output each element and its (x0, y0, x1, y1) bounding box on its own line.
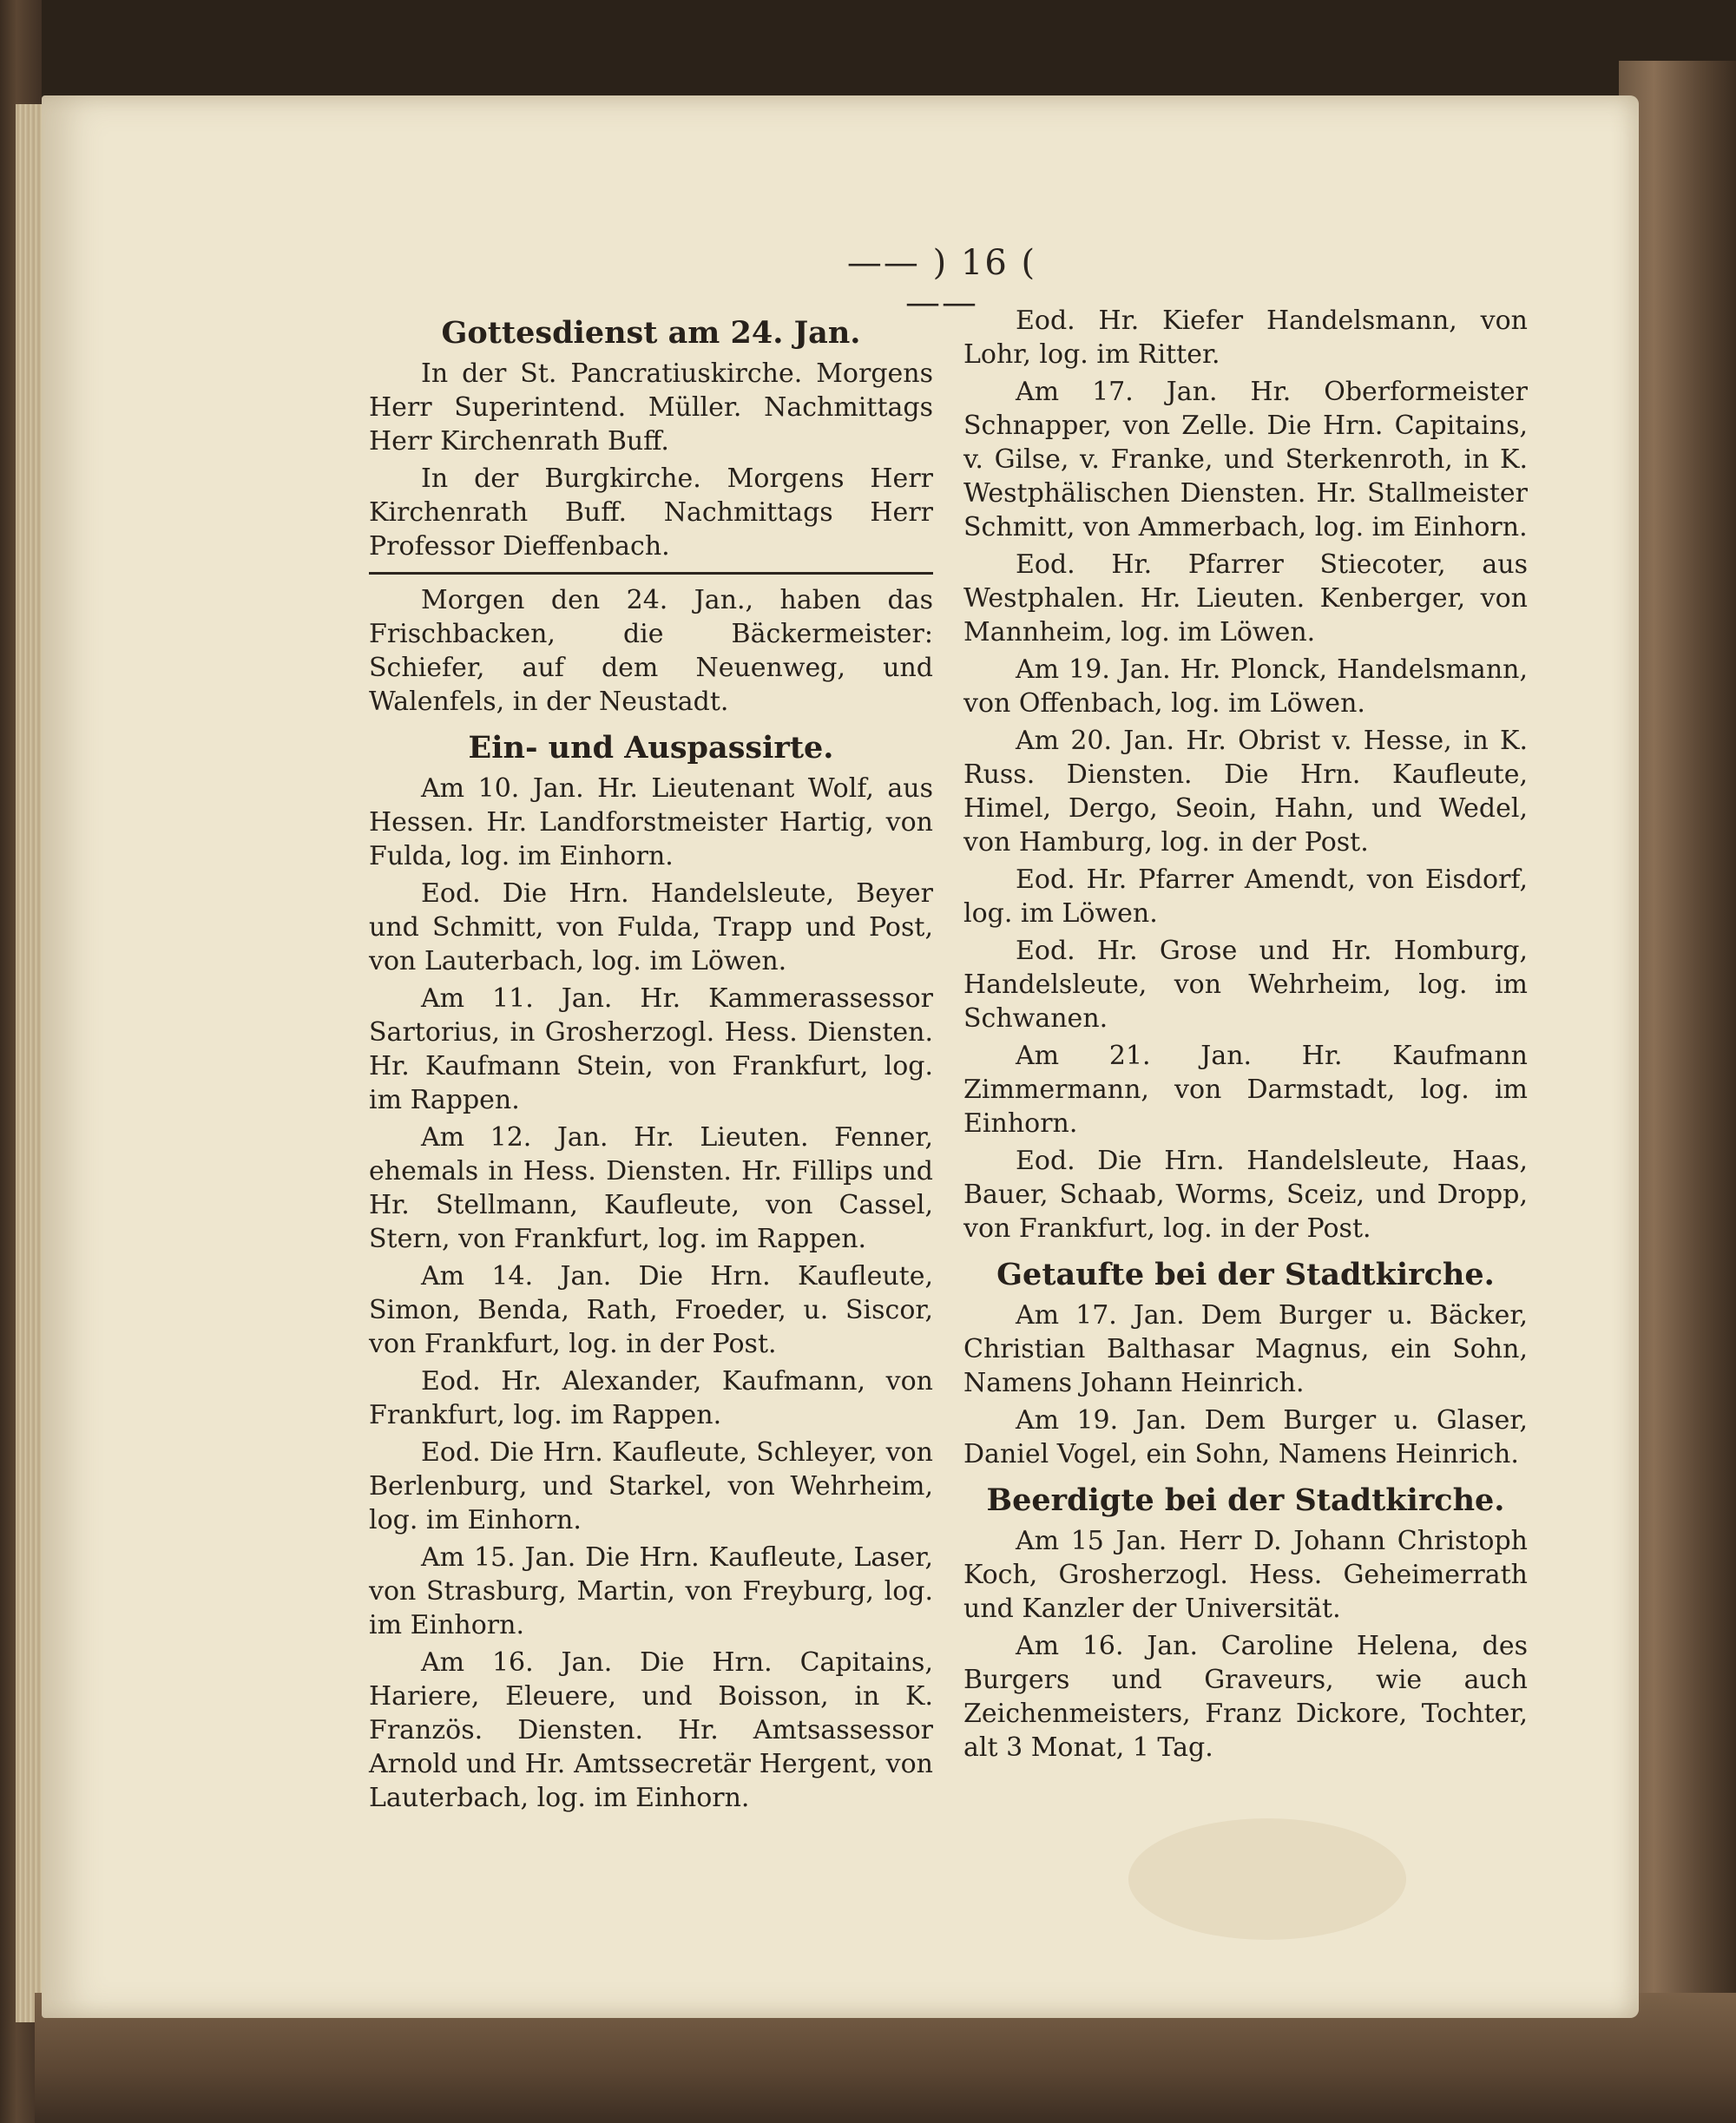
traveller-entry: Am 11. Jan. Hr. Kammerassessor Sartorius, in Grosherzogl. Hess. Diensten. Hr. Kaufmann Stein, von Frankfurt, log. im Rappen. (369, 983, 933, 1115)
bakers-paragraph: Morgen den 24. Jan., haben das Frischbacken, die Bäckermeister: Schiefer, auf dem Neuenweg, und Walenfels, in der Neustadt. (369, 585, 933, 717)
baptism-entry: Am 17. Jan. Dem Burger u. Bäcker, Christian Balthasar Magnus, ein Sohn, Namens Johann Heinrich. (963, 1300, 1528, 1398)
traveller-entry: Eod. Hr. Grose und Hr. Homburg, Handelsleute, von Wehrheim, log. im Schwanen. (963, 936, 1528, 1034)
section-divider (369, 572, 933, 575)
burial-entry: Am 16. Jan. Caroline Helena, des Burgers und Graveurs, wie auch Zeichenmeisters, Franz Dickore, Tochter, alt 3 Monat, 1 Tag. (963, 1631, 1528, 1763)
traveller-entry: Am 12. Jan. Hr. Lieuten. Fenner, ehemals in Hess. Diensten. Hr. Fillips und Hr. Stellmann, Kaufleute, von Cassel, Stern, von Frankfurt, log. im Rappen. (369, 1122, 933, 1254)
heading-travellers: Ein- und Auspassirte. (468, 730, 834, 766)
traveller-entry: Am 19. Jan. Hr. Plonck, Handelsmann, von Offenbach, log. im Löwen. (963, 654, 1528, 719)
page-number: —— ) 16 ( —— (846, 243, 1037, 323)
traveller-entry: Eod. Die Hrn. Kaufleute, Schleyer, von Berlenburg, und Starkel, von Wehrheim, log. im Einhorn. (369, 1437, 933, 1535)
service-paragraph: In der Burgkirche. Morgens Herr Kirchenrath Buff. Nachmittags Herr Professor Dieffenbach. (369, 463, 933, 562)
heading-baptized: Getaufte bei der Stadtkirche. (996, 1257, 1495, 1292)
right-column (963, 304, 1528, 1768)
traveller-entry: Eod. Hr. Kiefer Handelsmann, von Lohr, log. im Ritter. (963, 306, 1528, 370)
traveller-entry: Eod. Hr. Pfarrer Stiecoter, aus Westphalen. Hr. Lieuten. Kenberger, von Mannheim, log. im Löwen. (963, 549, 1528, 647)
traveller-entry: Eod. Hr. Alexander, Kaufmann, von Frankfurt, log. im Rappen. (369, 1366, 933, 1430)
traveller-entry: Am 20. Jan. Hr. Obrist v. Hesse, in K. Russ. Diensten. Die Hrn. Kaufleute, Himel, Dergo, Seoin, Hahn, und Wedel, von Hamburg, log. in der Post. (963, 726, 1528, 858)
traveller-entry: Am 21. Jan. Hr. Kaufmann Zimmermann, von Darmstadt, log. im Einhorn. (963, 1041, 1528, 1139)
traveller-entry: Eod. Hr. Pfarrer Amendt, von Eisdorf, log. im Löwen. (963, 864, 1528, 929)
paper-stain (1128, 1818, 1406, 1940)
traveller-entry: Eod. Die Hrn. Handelsleute, Haas, Bauer, Schaab, Worms, Sceiz, und Dropp, von Frankfurt, log. in der Post. (963, 1146, 1528, 1244)
baptism-entry: Am 19. Jan. Dem Burger u. Glaser, Daniel Vogel, ein Sohn, Namens Heinrich. (963, 1405, 1528, 1469)
traveller-entry: Am 14. Jan. Die Hrn. Kaufleute, Simon, Benda, Rath, Froeder, u. Siscor, von Frankfurt, log. in der Post. (369, 1261, 933, 1359)
heading-service: Gottesdienst am 24. Jan. (441, 315, 861, 351)
traveller-entry: Am 10. Jan. Hr. Lieutenant Wolf, aus Hessen. Hr. Landforstmeister Hartig, von Fulda, log. im Einhorn. (369, 773, 933, 871)
traveller-entry: Eod. Die Hrn. Handelsleute, Beyer und Schmitt, von Fulda, Trapp und Post, von Lauterbach, log. im Löwen. (369, 878, 933, 976)
heading-buried: Beerdigte bei der Stadtkirche. (986, 1482, 1505, 1518)
left-column (369, 304, 933, 1818)
traveller-entry: Am 15. Jan. Die Hrn. Kaufleute, Laser, von Strasburg, Martin, von Freyburg, log. im Einhorn. (369, 1542, 933, 1640)
burial-entry: Am 15 Jan. Herr D. Johann Christoph Koch, Grosherzogl. Hess. Geheimerrath und Kanzler der Universität. (963, 1526, 1528, 1624)
service-paragraph: In der St. Pancratiuskirche. Morgens Herr Superintend. Müller. Nachmittags Herr Kirchenrath Buff. (369, 358, 933, 457)
traveller-entry: Am 17. Jan. Hr. Oberformeister Schnapper, von Zelle. Die Hrn. Capitains, v. Gilse, v. Franke, und Sterkenroth, in K. Westphälischen Diensten. Hr. Stallmeister Schmitt, von Ammerbach, log. im Einhorn. (963, 377, 1528, 542)
traveller-entry: Am 16. Jan. Die Hrn. Capitains, Hariere, Eleuere, und Boisson, in K. Französ. Diensten. Hr. Amtsassessor Arnold und Hr. Amtssecretär Hergent, von Lauterbach, log. im Einhorn. (369, 1647, 933, 1813)
